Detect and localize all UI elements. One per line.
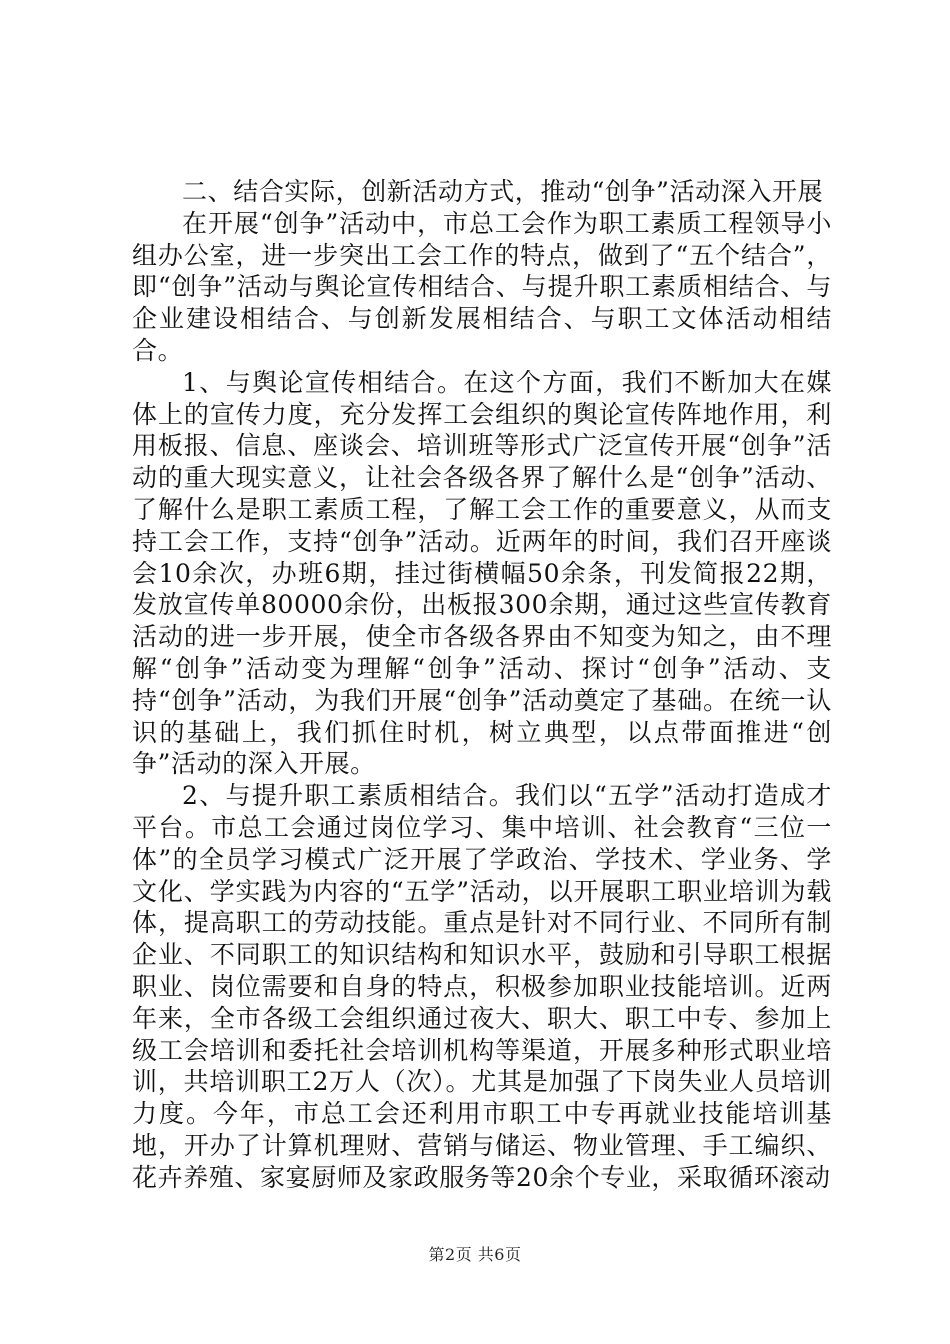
document-body <box>132 176 832 1194</box>
page-footer: 第2页 共6页 <box>428 1245 522 1264</box>
paragraph-publicity: 1、与舆论宣传相结合。在这个方面，我们不断加大在媒体上的宣传力度，充分发挥工会组织的舆论宣传阵地作用，利用板报、信息、座谈会、培训班等形式广泛宣传开展“创争”活动的重大现实意义，让社会各级各界了解什么是“创争”活动、了解什么是职工素质工程，了解工会工作的重要意义，从而支持工会工作，支持“创争”活动。近两年的时间，我们召开座谈会10余次，办班6期，挂过街横幅50余条，刊发简报22期，发放宣传单80000余份，出板报300余期，通过这些宣传教育活动的进一步开展，使全市各级各界由不知变为知之，由不理解“创争”活动变为理解“创争”活动、探讨“创争”活动、支持“创争”活动，为我们开展“创争”活动奠定了基础。在统一认识的基础上，我们抓住时机，树立典型，以点带面推进“创争”活动的深入开展。 <box>132 367 832 779</box>
intro-paragraph: 在开展“创争”活动中，市总工会作为职工素质工程领导小组办公室，进一步突出工会工作的特点，做到了“五个结合”，即“创争”活动与舆论宣传相结合、与提升职工素质相结合、与企业建设相结合、与创新发展相结合、与职工文体活动相结合。 <box>132 208 832 365</box>
paragraph-worker-quality: 2、与提升职工素质相结合。我们以“五学”活动打造成才平台。市总工会通过岗位学习、集中培训、社会教育“三位一体”的全员学习模式广泛开展了学政治、学技术、学业务、学文化、学实践为内容的“五学”活动，以开展职工职业培训为载体，提高职工的劳动技能。重点是针对不同行业、不同所有制企业、不同职工的知识结构和知识水平，鼓励和引导职工根据职业、岗位需要和自身的特点，积极参加职业技能培训。近两年来，全市各级工会组织通过夜大、职大、职工中专、参加上级工会培训和委托社会培训机构等渠道，开展多种形式职业培训，共培训职工2万人（次）。尤其是加强了下岗失业人员培训力度。今年，市总工会还利用市职工中专再就业技能培训基地，开办了计算机理财、营销与储运、物业管理、手工编织、花卉养殖、家宴厨师及家政服务等20余个专业，采取循环滚动 <box>132 781 832 1192</box>
section-heading: 二、结合实际，创新活动方式，推动“创争”活动深入开展 <box>182 177 824 206</box>
